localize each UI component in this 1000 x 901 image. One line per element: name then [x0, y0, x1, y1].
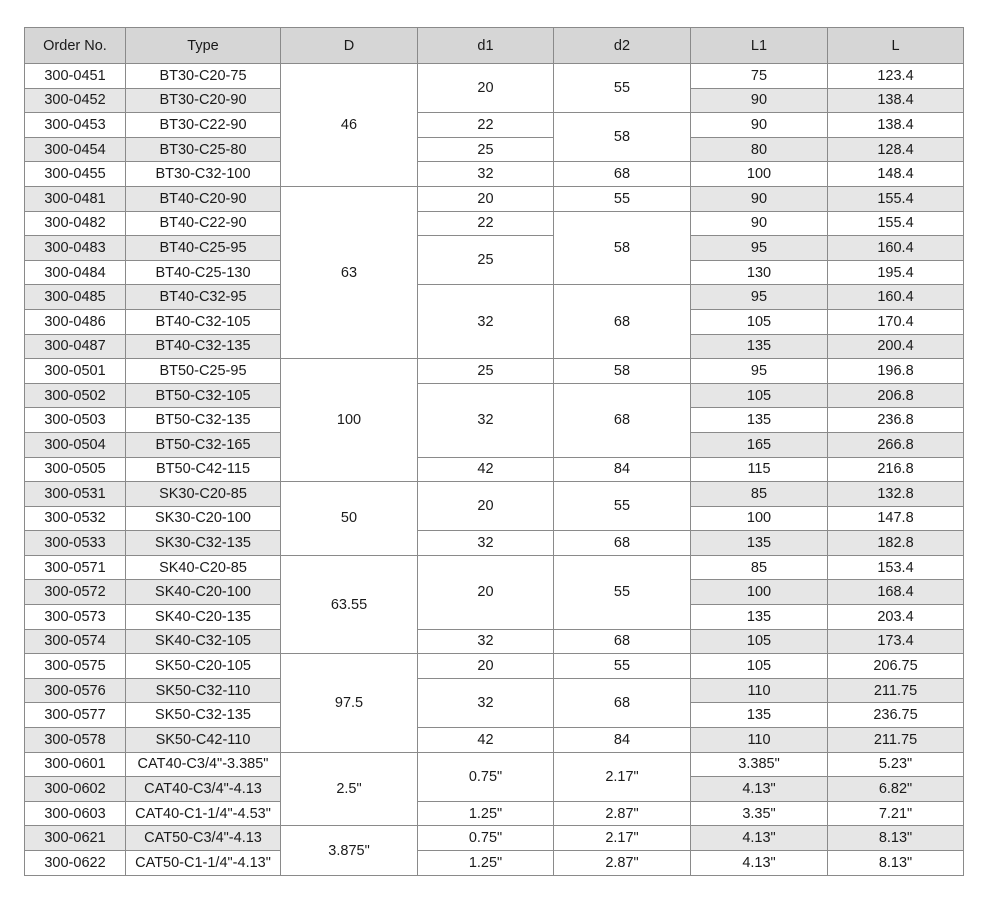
l-cell: 206.75	[828, 654, 964, 679]
d1-cell: 0.75"	[418, 826, 554, 851]
l-cell: 236.75	[828, 703, 964, 728]
l1-cell: 135	[691, 703, 828, 728]
l-cell: 128.4	[828, 137, 964, 162]
table-body	[25, 64, 964, 876]
type-cell: BT50-C32-165	[126, 432, 281, 457]
d2-cell: 2.17"	[554, 826, 691, 851]
order-no-cell: 300-0602	[25, 777, 126, 802]
d1-cell: 22	[418, 211, 554, 236]
d2-cell: 68	[554, 162, 691, 187]
d1-cell: 1.25"	[418, 851, 554, 876]
d1-cell: 20	[418, 555, 554, 629]
d1-cell: 25	[418, 137, 554, 162]
l1-cell: 165	[691, 432, 828, 457]
order-no-cell: 300-0573	[25, 605, 126, 630]
l1-cell: 135	[691, 605, 828, 630]
order-no-cell: 300-0501	[25, 359, 126, 384]
d2-cell: 68	[554, 285, 691, 359]
l1-cell: 100	[691, 580, 828, 605]
order-no-cell: 300-0452	[25, 88, 126, 113]
l-cell: 182.8	[828, 531, 964, 556]
type-cell: CAT40-C1-1/4"-4.53"	[126, 801, 281, 826]
d1-cell: 20	[418, 654, 554, 679]
order-no-cell: 300-0451	[25, 64, 126, 89]
d1-cell: 1.25"	[418, 801, 554, 826]
type-cell: BT30-C22-90	[126, 113, 281, 138]
l-cell: 160.4	[828, 285, 964, 310]
d1-cell: 20	[418, 482, 554, 531]
l1-cell: 135	[691, 531, 828, 556]
order-no-cell: 300-0453	[25, 113, 126, 138]
header-type: Type	[126, 28, 281, 64]
header-d: D	[281, 28, 418, 64]
order-no-cell: 300-0576	[25, 678, 126, 703]
type-cell: BT50-C32-135	[126, 408, 281, 433]
l-cell: 196.8	[828, 359, 964, 384]
table-row	[25, 236, 964, 261]
order-no-cell: 300-0575	[25, 654, 126, 679]
header-d1: d1	[418, 28, 554, 64]
table-row	[25, 186, 964, 211]
d2-cell: 55	[554, 186, 691, 211]
table-row	[25, 482, 964, 507]
table-row	[25, 113, 964, 138]
type-cell: BT40-C32-95	[126, 285, 281, 310]
type-cell: SK40-C20-85	[126, 555, 281, 580]
l-cell: 155.4	[828, 211, 964, 236]
l1-cell: 75	[691, 64, 828, 89]
table-row	[25, 801, 964, 826]
l-cell: 170.4	[828, 309, 964, 334]
l-cell: 206.8	[828, 383, 964, 408]
d1-cell: 22	[418, 113, 554, 138]
order-no-cell: 300-0578	[25, 728, 126, 753]
type-cell: BT40-C22-90	[126, 211, 281, 236]
l-cell: 8.13"	[828, 851, 964, 876]
l1-cell: 100	[691, 162, 828, 187]
l-cell: 195.4	[828, 260, 964, 285]
type-cell: BT50-C25-95	[126, 359, 281, 384]
l1-cell: 90	[691, 211, 828, 236]
table-row	[25, 64, 964, 89]
l1-cell: 80	[691, 137, 828, 162]
type-cell: BT50-C42-115	[126, 457, 281, 482]
table-row	[25, 728, 964, 753]
d-cell: 46	[281, 64, 418, 187]
type-cell: BT40-C32-135	[126, 334, 281, 359]
l1-cell: 105	[691, 654, 828, 679]
l1-cell: 3.385"	[691, 752, 828, 777]
header-order-no: Order No.	[25, 28, 126, 64]
l1-cell: 115	[691, 457, 828, 482]
table-row	[25, 851, 964, 876]
type-cell: BT40-C32-105	[126, 309, 281, 334]
d1-cell: 32	[418, 629, 554, 654]
d-cell: 2.5"	[281, 752, 418, 826]
l1-cell: 110	[691, 678, 828, 703]
d1-cell: 42	[418, 457, 554, 482]
l-cell: 173.4	[828, 629, 964, 654]
order-no-cell: 300-0621	[25, 826, 126, 851]
order-no-cell: 300-0533	[25, 531, 126, 556]
header-row	[25, 28, 964, 64]
d1-cell: 25	[418, 236, 554, 285]
l1-cell: 90	[691, 113, 828, 138]
header-d2: d2	[554, 28, 691, 64]
l-cell: 168.4	[828, 580, 964, 605]
d1-cell: 42	[418, 728, 554, 753]
l-cell: 138.4	[828, 113, 964, 138]
l1-cell: 95	[691, 285, 828, 310]
l-cell: 266.8	[828, 432, 964, 457]
d-cell: 97.5	[281, 654, 418, 752]
d1-cell: 32	[418, 285, 554, 359]
d2-cell: 68	[554, 678, 691, 727]
header-l: L	[828, 28, 964, 64]
table-row	[25, 457, 964, 482]
d-cell: 50	[281, 482, 418, 556]
l-cell: 147.8	[828, 506, 964, 531]
order-no-cell: 300-0577	[25, 703, 126, 728]
order-no-cell: 300-0483	[25, 236, 126, 261]
d1-cell: 25	[418, 359, 554, 384]
l1-cell: 4.13"	[691, 777, 828, 802]
type-cell: BT30-C32-100	[126, 162, 281, 187]
type-cell: CAT40-C3/4"-4.13	[126, 777, 281, 802]
order-no-cell: 300-0481	[25, 186, 126, 211]
table-row	[25, 285, 964, 310]
l1-cell: 90	[691, 88, 828, 113]
l-cell: 155.4	[828, 186, 964, 211]
table-row	[25, 531, 964, 556]
l1-cell: 105	[691, 629, 828, 654]
d1-cell: 32	[418, 678, 554, 727]
d2-cell: 55	[554, 555, 691, 629]
order-no-cell: 300-0574	[25, 629, 126, 654]
l1-cell: 4.13"	[691, 826, 828, 851]
order-no-cell: 300-0571	[25, 555, 126, 580]
order-no-cell: 300-0484	[25, 260, 126, 285]
table-row	[25, 137, 964, 162]
order-no-cell: 300-0486	[25, 309, 126, 334]
d-cell: 100	[281, 359, 418, 482]
d1-cell: 32	[418, 531, 554, 556]
l-cell: 211.75	[828, 678, 964, 703]
order-no-cell: 300-0603	[25, 801, 126, 826]
l1-cell: 90	[691, 186, 828, 211]
l1-cell: 4.13"	[691, 851, 828, 876]
order-no-cell: 300-0487	[25, 334, 126, 359]
type-cell: BT40-C25-130	[126, 260, 281, 285]
l1-cell: 95	[691, 359, 828, 384]
table-row	[25, 162, 964, 187]
order-no-cell: 300-0482	[25, 211, 126, 236]
table-row	[25, 359, 964, 384]
type-cell: SK50-C20-105	[126, 654, 281, 679]
type-cell: SK50-C32-110	[126, 678, 281, 703]
table-row	[25, 752, 964, 777]
l1-cell: 95	[691, 236, 828, 261]
d2-cell: 84	[554, 457, 691, 482]
type-cell: SK30-C20-85	[126, 482, 281, 507]
type-cell: SK40-C32-105	[126, 629, 281, 654]
order-no-cell: 300-0485	[25, 285, 126, 310]
order-no-cell: 300-0532	[25, 506, 126, 531]
l1-cell: 100	[691, 506, 828, 531]
d1-cell: 32	[418, 383, 554, 457]
type-cell: SK40-C20-135	[126, 605, 281, 630]
l-cell: 203.4	[828, 605, 964, 630]
l-cell: 216.8	[828, 457, 964, 482]
l1-cell: 135	[691, 334, 828, 359]
type-cell: BT50-C32-105	[126, 383, 281, 408]
order-no-cell: 300-0454	[25, 137, 126, 162]
d2-cell: 58	[554, 113, 691, 162]
type-cell: BT40-C20-90	[126, 186, 281, 211]
d2-cell: 2.87"	[554, 851, 691, 876]
l1-cell: 110	[691, 728, 828, 753]
d1-cell: 20	[418, 186, 554, 211]
type-cell: BT40-C25-95	[126, 236, 281, 261]
l1-cell: 85	[691, 555, 828, 580]
l-cell: 5.23"	[828, 752, 964, 777]
order-no-cell: 300-0502	[25, 383, 126, 408]
d-cell: 63	[281, 186, 418, 358]
header-l1: L1	[691, 28, 828, 64]
type-cell: SK30-C32-135	[126, 531, 281, 556]
l1-cell: 105	[691, 383, 828, 408]
order-no-cell: 300-0504	[25, 432, 126, 457]
order-no-cell: 300-0505	[25, 457, 126, 482]
d1-cell: 0.75"	[418, 752, 554, 801]
d2-cell: 68	[554, 531, 691, 556]
l-cell: 6.82"	[828, 777, 964, 802]
order-no-cell: 300-0503	[25, 408, 126, 433]
d2-cell: 58	[554, 359, 691, 384]
type-cell: SK50-C32-135	[126, 703, 281, 728]
l-cell: 236.8	[828, 408, 964, 433]
l1-cell: 130	[691, 260, 828, 285]
l-cell: 123.4	[828, 64, 964, 89]
d2-cell: 68	[554, 383, 691, 457]
table-row	[25, 211, 964, 236]
d2-cell: 55	[554, 482, 691, 531]
d2-cell: 2.17"	[554, 752, 691, 801]
order-no-cell: 300-0572	[25, 580, 126, 605]
table-row	[25, 383, 964, 408]
spec-table	[24, 27, 964, 876]
type-cell: SK50-C42-110	[126, 728, 281, 753]
table-row	[25, 826, 964, 851]
l-cell: 160.4	[828, 236, 964, 261]
l-cell: 132.8	[828, 482, 964, 507]
l-cell: 153.4	[828, 555, 964, 580]
l-cell: 138.4	[828, 88, 964, 113]
d2-cell: 84	[554, 728, 691, 753]
d-cell: 3.875"	[281, 826, 418, 875]
order-no-cell: 300-0601	[25, 752, 126, 777]
d2-cell: 55	[554, 654, 691, 679]
d1-cell: 20	[418, 64, 554, 113]
l1-cell: 105	[691, 309, 828, 334]
type-cell: CAT40-C3/4"-3.385"	[126, 752, 281, 777]
order-no-cell: 300-0455	[25, 162, 126, 187]
d2-cell: 55	[554, 64, 691, 113]
table-row	[25, 654, 964, 679]
l1-cell: 85	[691, 482, 828, 507]
type-cell: SK30-C20-100	[126, 506, 281, 531]
type-cell: CAT50-C3/4"-4.13	[126, 826, 281, 851]
order-no-cell: 300-0531	[25, 482, 126, 507]
type-cell: BT30-C20-75	[126, 64, 281, 89]
d1-cell: 32	[418, 162, 554, 187]
d2-cell: 2.87"	[554, 801, 691, 826]
l1-cell: 135	[691, 408, 828, 433]
l-cell: 7.21"	[828, 801, 964, 826]
d2-cell: 58	[554, 211, 691, 285]
type-cell: CAT50-C1-1/4"-4.13"	[126, 851, 281, 876]
type-cell: BT30-C25-80	[126, 137, 281, 162]
l-cell: 8.13"	[828, 826, 964, 851]
table-row	[25, 629, 964, 654]
table-row	[25, 678, 964, 703]
l-cell: 200.4	[828, 334, 964, 359]
table-row	[25, 555, 964, 580]
d-cell: 63.55	[281, 555, 418, 653]
l1-cell: 3.35"	[691, 801, 828, 826]
l-cell: 211.75	[828, 728, 964, 753]
l-cell: 148.4	[828, 162, 964, 187]
type-cell: SK40-C20-100	[126, 580, 281, 605]
type-cell: BT30-C20-90	[126, 88, 281, 113]
d2-cell: 68	[554, 629, 691, 654]
order-no-cell: 300-0622	[25, 851, 126, 876]
